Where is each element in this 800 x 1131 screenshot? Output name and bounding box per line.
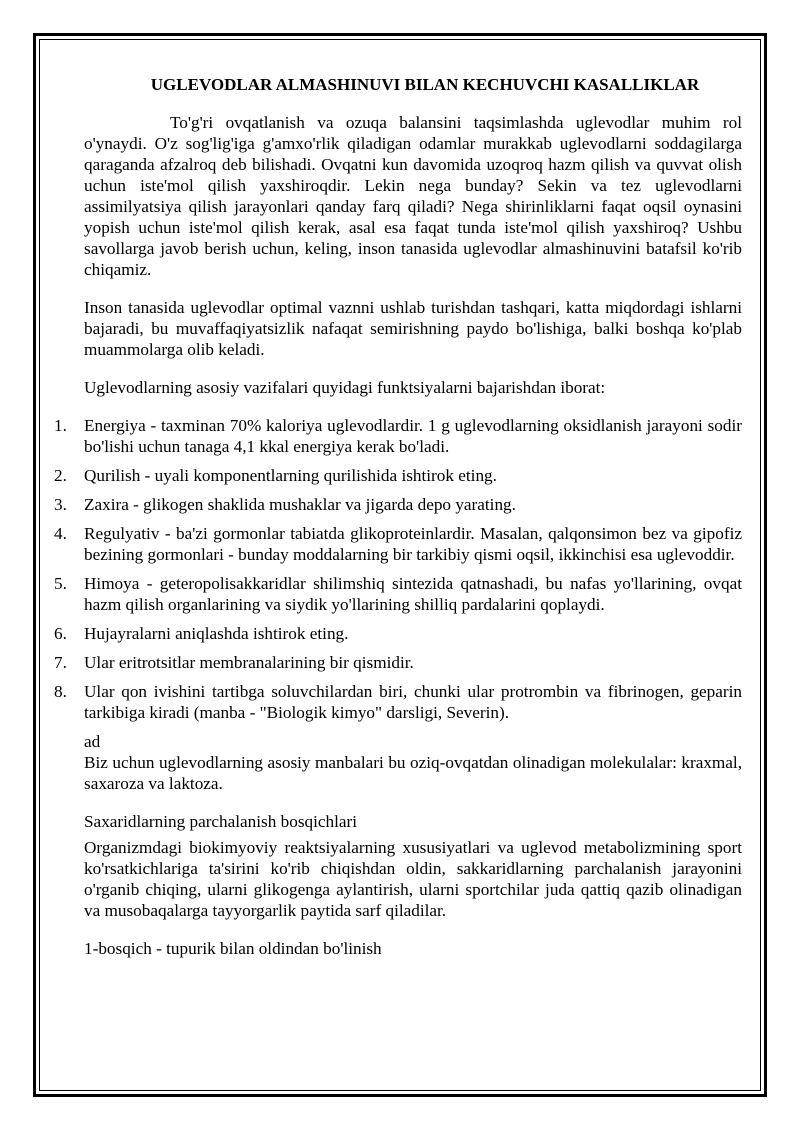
intro-paragraph: To'g'ri ovqatlanish va ozuqa balansini taqsimlashda uglevodlar muhim rol o'ynaydi. O'z sog'lig'iga g'amxo'rlik qiladigan odamlar murakkab uglevodlarni soddagilarga qaraganda afzalroq deb bilishadi. Ovqatni kun davomida uzoqroq hazm qilish va quvvat olish uchun iste'mol qilish yaxshiroqdir. Lekin nega bunday? Sekin va tez uglevodlarni assimilyatsiya qilish jarayonlari qanday farq qiladi? Nega shirinliklarni faqat oqsil oynasini yopish uchun iste'mol qilish kerak, asal esa faqat tunda iste'mol qilish yaxshiroq? Ushbu savollarga javob berish uchun, keling, inson tanasida uglevodlar almashinuvini batafsil ko'rib chiqamiz. bbox=[84, 113, 742, 279]
page-title: UGLEVODLAR ALMASHINUVI BILAN KECHUVCHI KASALLIKLAR bbox=[150, 75, 700, 94]
document-body bbox=[54, 74, 742, 959]
list-item bbox=[54, 523, 742, 565]
list-item-number: 8. bbox=[54, 682, 67, 701]
list-item-number: 6. bbox=[54, 624, 67, 643]
list-item-text: Energiya - taxminan 70% kaloriya uglevodlardir. 1 g uglevodlarning oksidlanish jarayoni sodir bo'lishi uchun tanaga 4,1 kkal energiya kerak bo'ladi. bbox=[84, 416, 742, 456]
list-item-text: Hujayralarni aniqlashda ishtirok eting. bbox=[84, 624, 349, 643]
second-paragraph: Inson tanasida uglevodlar optimal vaznni ushlab turishdan tashqari, katta miqdordagi ishlarni bajaradi, bu muvaffaqiyatsizlik nafaqat semirishning paydo bo'lishiga, balki boshqa ko'plab muammolarga olib keladi. bbox=[84, 298, 742, 359]
list-item-number: 3. bbox=[54, 495, 67, 514]
functions-intro: Uglevodlarning asosiy vazifalari quyidagi funktsiyalarni bajarishdan iborat: bbox=[84, 378, 606, 397]
list-item-text: Regulyativ - ba'zi gormonlar tabiatda glikoproteinlardir. Masalan, qalqonsimon bez va gipofiz bezining gormonlari - bunday moddalarning bir tarkibiy qismi oqsil, ikkinchisi esa uglevoddir. bbox=[84, 524, 742, 564]
list-item-text: Zaxira - glikogen shaklida mushaklar va jigarda depo yarating. bbox=[84, 495, 516, 514]
list-item bbox=[54, 652, 742, 673]
list-item-text: Qurilish - uyali komponentlarning qurilishida ishtirok eting. bbox=[84, 466, 497, 485]
list-item-number: 7. bbox=[54, 653, 67, 672]
list-item bbox=[54, 415, 742, 457]
list-item-text: Ular eritrotsitlar membranalarining bir qismidir. bbox=[84, 653, 414, 672]
list-item bbox=[54, 623, 742, 644]
list-item-number: 2. bbox=[54, 466, 67, 485]
ad-marker: ad bbox=[84, 732, 101, 751]
list-item bbox=[54, 681, 742, 723]
list-item bbox=[54, 573, 742, 615]
list-item-text: Himoya - geteropolisakkaridlar shilimshiq sintezida qatnashadi, bu nafas yo'llarining, ovqat hazm qilish organlarining va siydik yo'llarining shilliq pardalarini qoplaydi. bbox=[84, 574, 742, 614]
list-item-number: 1. bbox=[54, 416, 67, 435]
stages-paragraph: Organizmdagi biokimyoviy reaktsiyalarning xususiyatlari va uglevod metabolizmining sport ko'rsatkichlariga ta'sirini ko'rib chiqishdan oldin, sakkaridlarning parchalanish jarayonini o'rganib chiqing, ularni glikogenga aylantirish, ularni sportchilar juda qattiq qazib olinadigan va musobaqalarga tayyorgarlik paytida sarf qiladilar. bbox=[84, 838, 742, 920]
list-item-text: Ular qon ivishini tartibga soluvchilardan biri, chunki ular protrombin va fibrinogen, geparin tarkibiga kiradi (manba - "Biologik kimyo" darsligi, Severin). bbox=[84, 682, 742, 722]
stages-heading: Saxaridlarning parchalanish bosqichlari bbox=[84, 812, 358, 831]
list-item-number: 5. bbox=[54, 574, 67, 593]
stage-1-paragraph: 1-bosqich - tupurik bilan oldindan bo'linish bbox=[84, 939, 382, 958]
functions-list bbox=[54, 415, 742, 723]
list-item bbox=[54, 494, 742, 515]
list-item bbox=[54, 465, 742, 486]
sources-paragraph: Biz uchun uglevodlarning asosiy manbalari bu oziq-ovqatdan olinadigan molekulalar: kraxmal, saxaroza va laktoza. bbox=[84, 753, 742, 793]
list-item-number: 4. bbox=[54, 524, 67, 543]
